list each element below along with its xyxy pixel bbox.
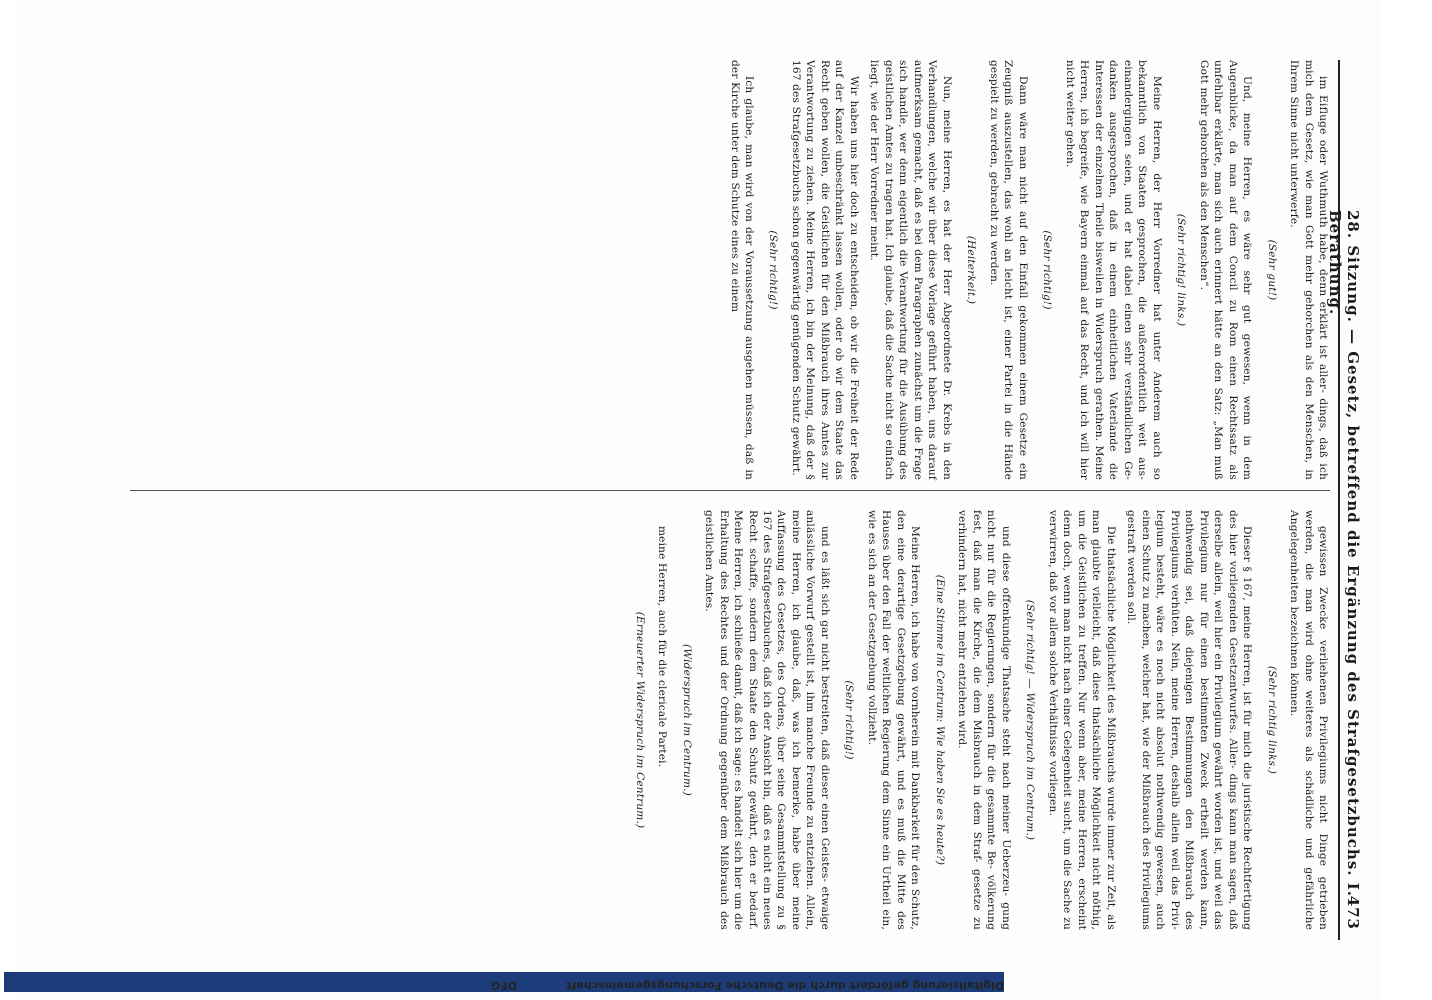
right-column-paragraph: Meine Herren, ich habe von vornherein mit Dankbarkeit für den Schutz, den eine derartige Gesetzgebung gewährt, und es muß die Mitte des Hauses über den Fall der weltlichen Regierung dem Sinne ein Urtheil ein, wie es sich an der Gesetzgebung vollzieht.: [865, 510, 922, 930]
left-column-paragraph: Wir haben uns hier doch zu entscheiden, ob wir die Freiheit der Rede auf der Kanzel unbeschränkt lassen wollen, oder ob wir dem Staate das Recht geben wollen, die Geistlichen für den Mißbrauch ihres Amtes zur Verantwortung zu ziehen. Meine Herren, ich bin der Meinung, daß der § 167 des Strafgesetzbuchs schon gegenwärtig genügenden Schutz gewährt.: [789, 60, 860, 480]
left-column-paragraph: Ich glaube, man wird von der Voraussetzung ausgehen müssen, daß in der Kirche unter dem Schutze eines zu einem: [728, 60, 756, 480]
left-column-paragraph: Dann wäre man nicht auf den Einfall gekommen einem Gesetze ein Zeugniß auszustellen, das wohl an leicht ist, einer Partei in die Hände gespielt zu werden, gebracht zu werden.: [987, 60, 1029, 480]
right-column-paragraph: und es läßt sich gar nicht bestreiten, daß dieser einen Geistes- etwaige anlässliche Vorwurf gestellt ist, ihm manche Freunde zu entziehen. Allein, meine Herren, ich glaube, daß, was ich bemerke, habe über meine Auffassung des Gesetzes, des Ordens, über seine Gesammtstellung zu § 167 des Strafgesetzbuches, daß ich der Ansicht bin, daß es nicht ein neues Recht schaffe, sondern dem Staate den Schutz gewährt, den er bedarf. Meine Herren, ich schließe damit, daß ich sage: es handelt sich hier um die Erhaltung des Rechtes und der Ordnung gegenüber dem Mißbrauch des geistlichen Amtes.: [703, 510, 831, 930]
right-column-remark: (Sehr richtig!): [843, 680, 856, 760]
text-column-left: [721, 60, 1330, 480]
page-header: [1326, 60, 1366, 940]
left-column-remark: (Sehr richtig!): [767, 230, 780, 310]
right-column-paragraph: Dieser § 167, meine Herren, ist für mich die juristische Rechtfertigung des hier vorliegenden Gesetzentwurfes. Aller- dings kann man sagen, daß derselbe allein, weil hier ein Privilegium gewährt worden ist, und weil das Privilegium nur für einen bestimmten Zweck ertheilt werden kann, nothwendig sei, daß diejenigen Bestimmungen den Mißbrauch des Privilegiums verhüten. Nein, meine Herren, deshalb allein weil das Privi- legium besteht, wäre es noch nicht absolut nothwendig gewesen, auch einen Schutz zu machen, welcher hat, wie der Mißbrauch des Privilegiums gestraft werden soll.: [1125, 510, 1254, 930]
left-column-paragraph: Meine Herren, der Herr Vorredner hat unter Anderem auch so bekanntlich von Staaten gesprochen, die außerordentlich weit aus- einandergingen seien, und er hat dabei einen sehr verständlichen Ge- danken ausgesprochen, daß in einem einheitlichen Vaterlande die Interessen der einzelnen Theile bisweilen in Widerspruch gerathen. Meine Herren, ich begreife, wie Bayern einmal auf das Recht, und ich will hier nicht weiter gehen.: [1063, 60, 1163, 480]
page-running-title: 28. Sitzung. — Gesetz, betreffend die Ergänzung des Strafgesetzbuchs. I. Berathung.: [1326, 210, 1362, 897]
right-column-remark: (Erneuerter Widerspruch im Centrum.): [633, 611, 646, 829]
left-column-remark: (Sehr richtig!): [1041, 230, 1054, 310]
left-column-paragraph: Nun, meine Herren, es hat der Herr Abgeordnete Dr. Krebs in den Verhandlungen, welche wir über diese Vorlage geführt haben, uns darauf aufmerksam gemacht, daß es bei dem Paragraphen zunächst um die Frage sich handle, wer denn eigentlich die Verantwortung für die Ausübung des geistlichen Amtes zu tragen hat. Ich glaube, daß die Sache nicht so einfach liegt, wie der Herr Vorredner meint.: [868, 60, 953, 480]
right-column-paragraph: und diese offenkundige Thatsache steht nach meiner Ueberzeu- gung nicht nur für die Regierungen, sondern für die gesammte Be- völkerung fest, daß man die Kirche, die dem Misbrauch in dem Straf- gesetze zu verhindern hat, nicht mehr entziehen wird.: [956, 510, 1012, 930]
credit-text: Digitalisierung gefördert durch die Deutsche Forschungsgemeinschaft: [566, 979, 1004, 992]
left-column-remark: (Sehr richtig! links.): [1175, 213, 1188, 327]
left-column-paragraph: im Eifluge oder Wuthmuth habe, denn erklärt ist aller- dings, daß ich mich dem Gesetz, wie man Gott mehr gehorchen als den Menschen, in Ihrem Sinne nicht unterwerfe.: [1288, 60, 1329, 480]
page-number: 473: [1344, 895, 1362, 930]
scanned-page: [15, 0, 1380, 1000]
right-column-remark: (Eine Stimme im Centrum: Wie haben Sie es heute?): [933, 574, 946, 866]
right-column-paragraph: meine Herren, auch für die clericale Partei.: [656, 526, 669, 768]
left-column-paragraph: Und, meine Herren, es wäre sehr gut gewesen, wenn in dem Augenblicke, da man auf dem Concil zu Rom einen Rechtssatz als unfehlbar erklärte, man sich auch erinnert hätte an den Satz: „Man muß Gott mehr gehorchen als den Menschen“.: [1197, 60, 1254, 480]
right-column-remark: (Sehr richtig links.): [1265, 665, 1278, 775]
right-column-remark: (Widerspruch im Centrum.): [680, 644, 693, 796]
right-column-remark: (Sehr richtig! — Widerspruch im Centrum.): [1024, 599, 1037, 841]
left-column-remark: (Sehr gut!): [1265, 239, 1278, 301]
right-column-paragraph: Die thatsächliche Möglichkeit des Mißbrauchs wurde immer zur Zeit, als man glaubte vielleicht, daß diese thatsächliche Möglichkeit nicht nöthig, um die Geistlichen zu treffen. Nur wenn aber, meine Herren, erscheint denn doch, wenn man nicht nach einer Gelegenheit sucht, um die Sache zu verwirren, daß vor allem solche Verhältnisse vorliegen.: [1046, 510, 1117, 930]
right-column-paragraph: gewissen Zwecke verliehenen Privilegiums nicht Dinge getrieben werden, die man wird ohne weiteres als schädliche und gefährliche Angelegenheiten bezeichnen können.: [1288, 510, 1329, 930]
column-divider: [130, 490, 1330, 491]
dfg-logo: DFG: [4, 972, 1004, 992]
left-column-remark: (Heiterkeit.): [965, 235, 978, 305]
text-column-right: [622, 510, 1330, 930]
